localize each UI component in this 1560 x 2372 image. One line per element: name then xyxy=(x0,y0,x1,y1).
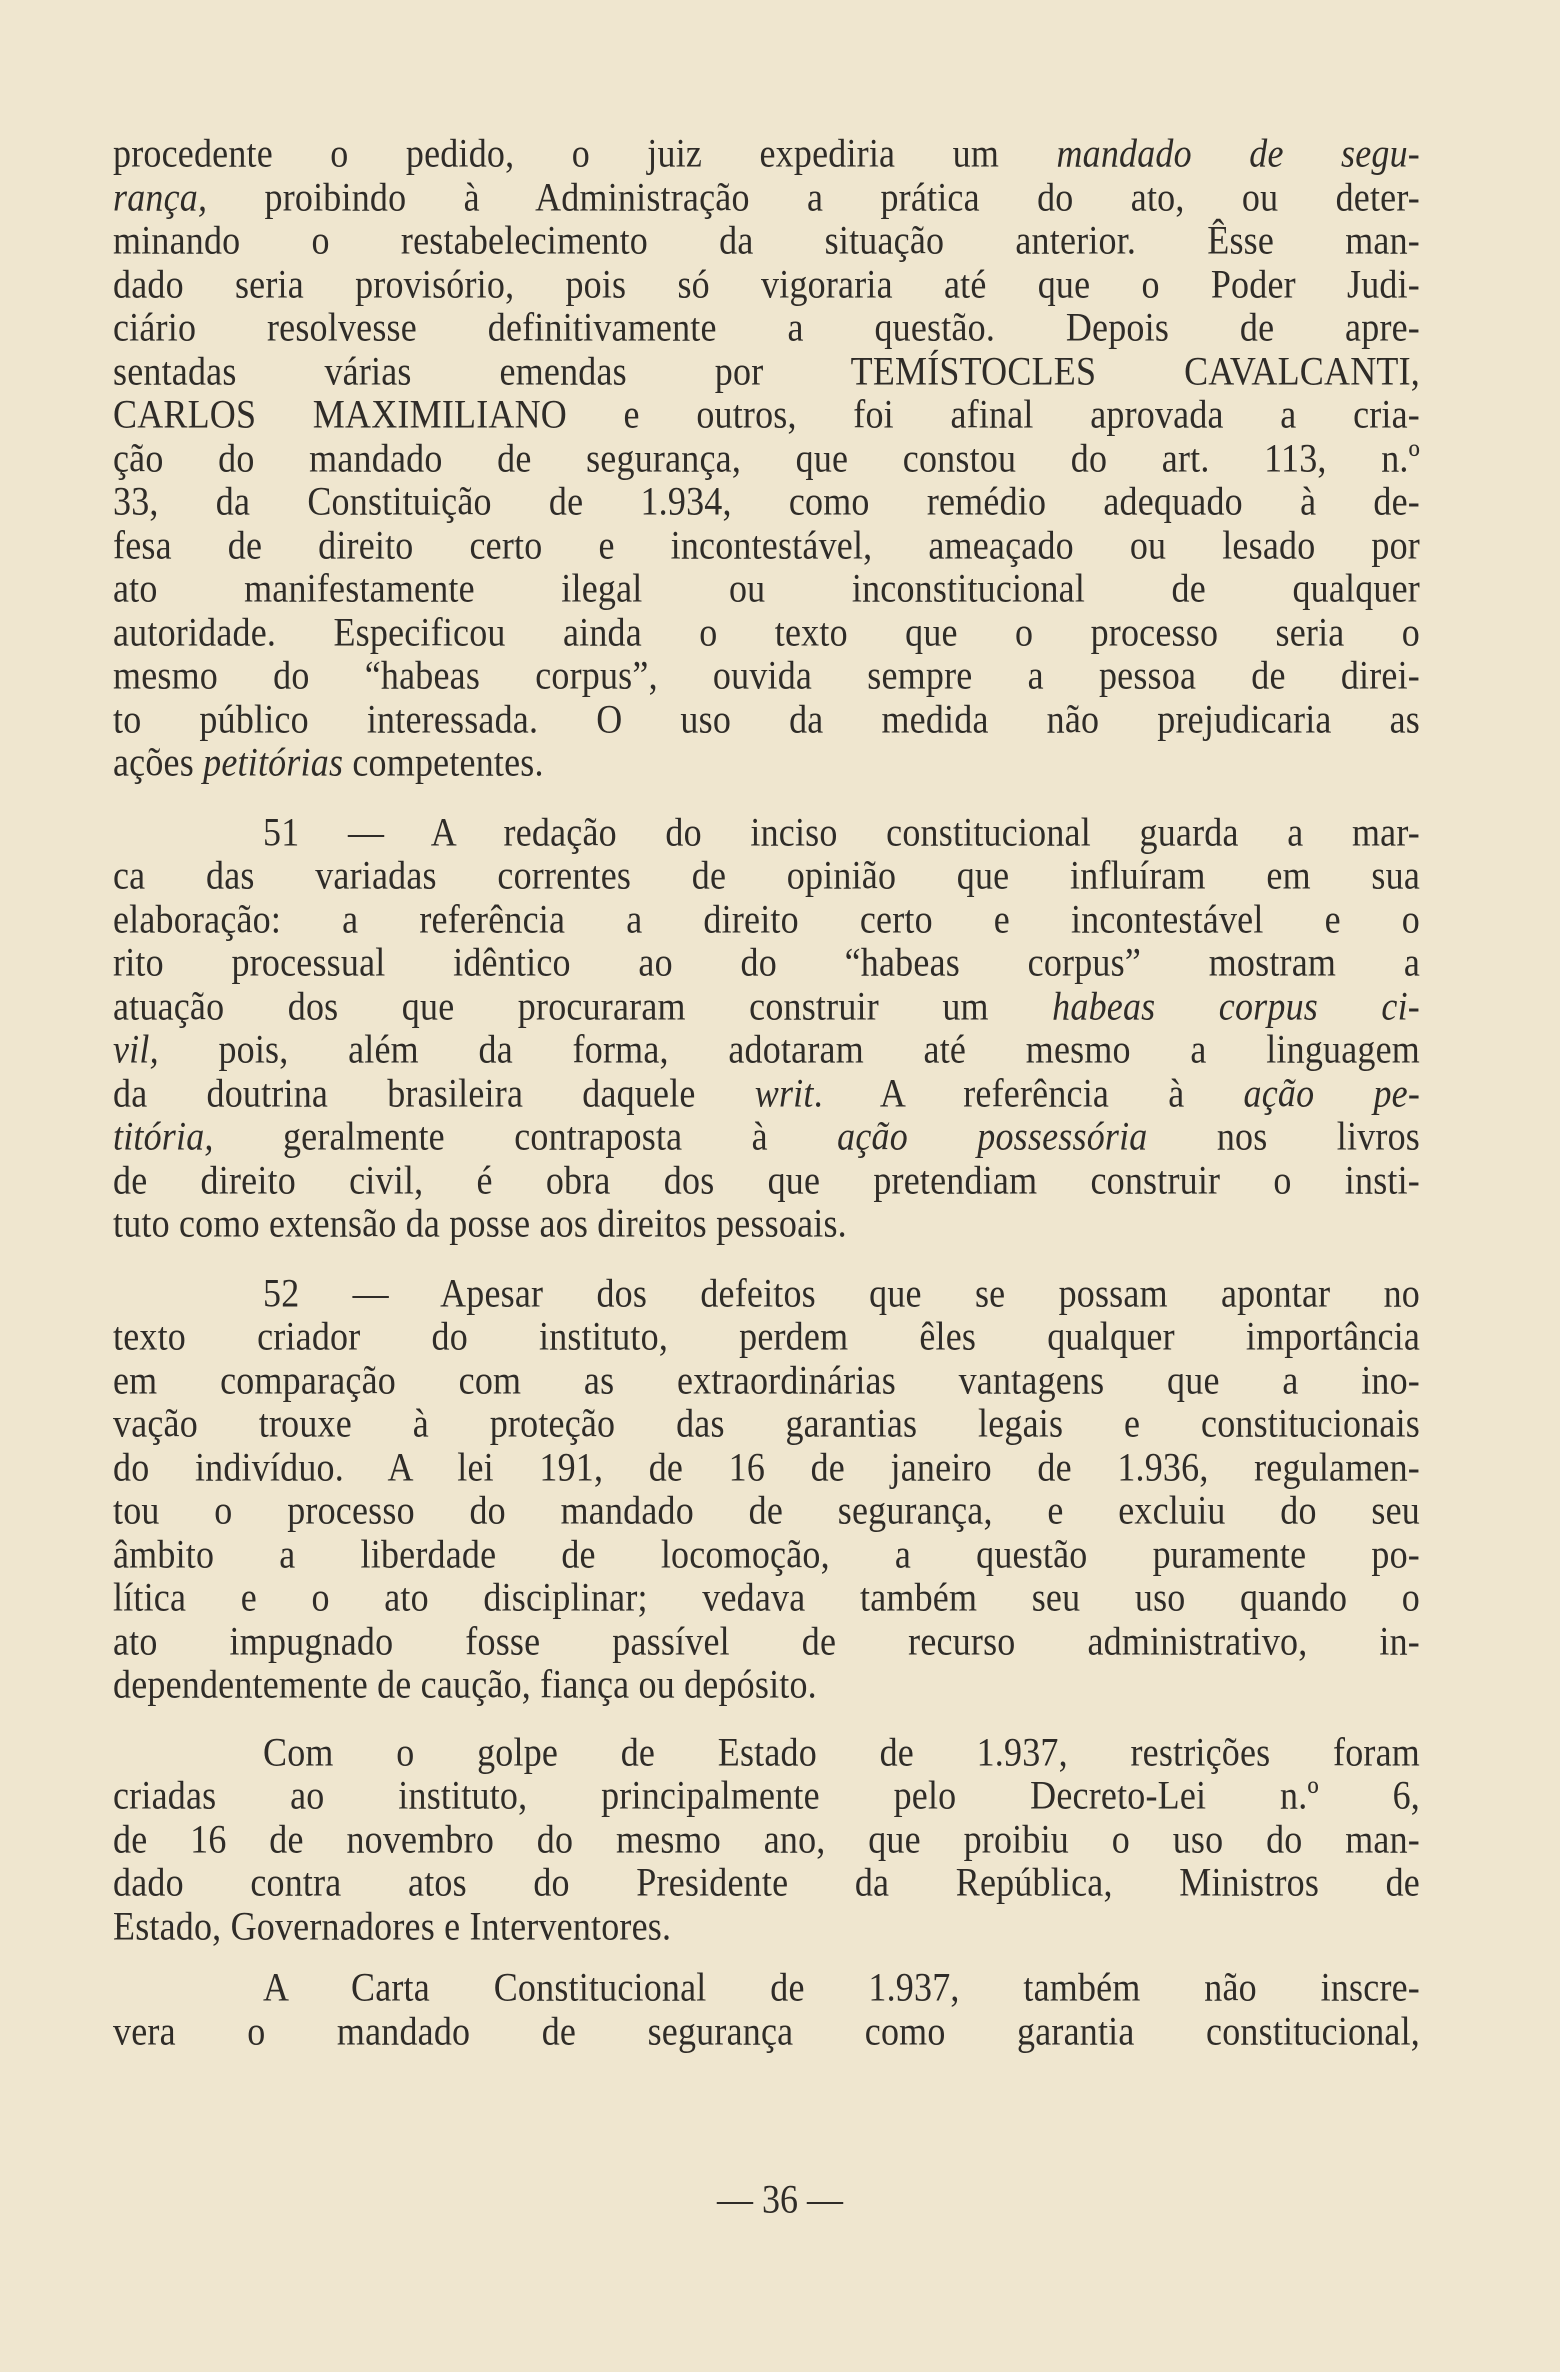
text-run: to público interessada. O uso da medida não prejudicaria as xyxy=(113,696,1420,741)
text-run: elaboração: a referência a direito certo e incontestável e o xyxy=(113,896,1420,941)
text-line xyxy=(113,1356,1420,1405)
text-run: 52 — Apesar dos defeitos que se possam apontar no xyxy=(263,1270,1420,1315)
text-run: 33, da Constituição de 1.934, como remédio adequado à de- xyxy=(113,478,1420,524)
text-line xyxy=(113,390,1420,439)
paragraph-p54 xyxy=(113,1966,1420,2053)
text-line xyxy=(113,1486,1420,1535)
text-run: de direito civil, é obra dos que pretendiam construir o insti- xyxy=(113,1157,1420,1202)
text-line xyxy=(113,1156,1420,1205)
italic-run: writ xyxy=(754,1070,814,1115)
text-line xyxy=(113,434,1420,483)
text-line xyxy=(113,1112,1420,1161)
text-run: de 16 de novembro do mesmo ano, que proibiu o uso do man- xyxy=(113,1816,1420,1861)
italic-run: ação pe- xyxy=(1243,1070,1421,1115)
text-line xyxy=(113,1858,1420,1907)
text-run: pois, além da forma, adotaram até mesmo a linguagem xyxy=(158,1026,1420,1072)
text-run: rito processual idêntico ao do “habeas corpus” mostram a xyxy=(113,939,1420,985)
text-line xyxy=(113,1025,1420,1074)
text-line xyxy=(113,1660,1420,1709)
text-line xyxy=(113,1269,1420,1318)
paragraph-p0 xyxy=(113,132,1420,785)
text-run: ações xyxy=(113,739,204,785)
text-run: Estado, Governadores e Interventores. xyxy=(113,1903,672,1948)
text-line xyxy=(113,1771,1420,1820)
text-run: ciário resolvesse definitivamente a questão. Depois de apre- xyxy=(113,304,1420,350)
text-line xyxy=(113,695,1420,744)
text-run: ca das variadas correntes de opinião que influíram em sua xyxy=(113,852,1420,898)
text-line xyxy=(113,1902,1420,1951)
text-run: sentadas várias emendas por TEMÍSTOCLES CAVALCANTI, xyxy=(113,348,1420,393)
text-line xyxy=(113,1399,1420,1448)
text-run: proibindo à Administração a prática do ato, ou deter- xyxy=(207,174,1420,219)
text-run: competentes. xyxy=(343,739,544,785)
text-line xyxy=(113,1728,1420,1777)
text-line xyxy=(113,216,1420,265)
text-run: Com o golpe de Estado de 1.937, restrições foram xyxy=(263,1729,1420,1774)
italic-run: rança, xyxy=(113,174,208,219)
text-run: nos livros xyxy=(1147,1113,1420,1159)
italic-run: ação possessória xyxy=(837,1113,1148,1159)
text-line xyxy=(113,738,1420,787)
text-line xyxy=(113,895,1420,944)
text-run: texto criador do instituto, perdem êles qualquer importância xyxy=(113,1313,1420,1359)
text-run: vação trouxe à proteção das garantias legais e constitucionais xyxy=(113,1400,1420,1446)
text-run: A Carta Constitucional de 1.937, também não inscre- xyxy=(263,1964,1420,2010)
text-run: tuto como extensão da posse aos direitos pessoais. xyxy=(113,1200,847,1246)
text-run: tou o processo do mandado de segurança, e excluiu do seu xyxy=(113,1487,1420,1533)
text-run: lítica e o ato disciplinar; vedava também seu uso quando o xyxy=(113,1574,1420,1620)
italic-run: habeas corpus ci- xyxy=(1052,983,1420,1028)
text-run: criadas ao instituto, principalmente pelo Decreto-Lei n.º 6, xyxy=(113,1772,1420,1818)
text-line xyxy=(113,1530,1420,1579)
text-line xyxy=(113,347,1420,396)
text-run: do indivíduo. A lei 191, de 16 de janeiro de 1.936, regulamen- xyxy=(113,1444,1420,1489)
text-run: dado seria provisório, pois só vigoraria até que o Poder Judi- xyxy=(113,261,1420,306)
italic-run: mandado de segu- xyxy=(1056,130,1421,176)
text-line xyxy=(113,1312,1420,1361)
text-line xyxy=(113,2007,1420,2056)
text-line xyxy=(113,982,1420,1031)
text-line xyxy=(113,1443,1420,1492)
text-run: geralmente contraposta à xyxy=(213,1113,838,1159)
italic-run: petitórias xyxy=(203,739,344,785)
text-column xyxy=(113,132,1420,2053)
text-run: ato manifestamente ilegal ou inconstitucional de qualquer xyxy=(113,565,1420,611)
italic-run: vil, xyxy=(113,1026,159,1072)
text-run: autoridade. Especificou ainda o texto que o processo seria o xyxy=(113,609,1420,654)
text-line xyxy=(113,851,1420,900)
text-line xyxy=(113,303,1420,352)
text-run: da doutrina brasileira daquele xyxy=(113,1070,755,1115)
paragraph-p52 xyxy=(113,1272,1420,1707)
text-line xyxy=(113,608,1420,657)
text-line xyxy=(113,129,1420,178)
text-run: minando o restabelecimento da situação anterior. Êsse man- xyxy=(113,217,1420,263)
text-run: dado contra atos do Presidente da República, Ministros de xyxy=(113,1859,1420,1905)
text-run: fesa de direito certo e incontestável, ameaçado ou lesado por xyxy=(113,522,1420,567)
text-run: ção do mandado de segurança, que constou do art. 113, n.º xyxy=(113,435,1420,480)
text-line xyxy=(113,651,1420,700)
text-line xyxy=(113,1573,1420,1622)
page-number: — 36 — xyxy=(717,2176,843,2222)
text-run: . A referência à xyxy=(813,1070,1244,1115)
text-line xyxy=(113,477,1420,526)
text-run: atuação dos que procuraram construir um xyxy=(113,983,1053,1028)
text-line xyxy=(113,938,1420,987)
paragraph-p53 xyxy=(113,1731,1420,1949)
text-run: vera o mandado de segurança como garantia constitucional, xyxy=(113,2008,1420,2053)
paragraph-p51 xyxy=(113,811,1420,1246)
text-line xyxy=(113,1617,1420,1666)
text-run: 51 — A redação do inciso constitucional guarda a mar- xyxy=(263,809,1420,854)
text-run: ato impugnado fosse passível de recurso administrativo, in- xyxy=(113,1618,1420,1663)
text-line xyxy=(113,1199,1420,1248)
text-run: mesmo do “habeas corpus”, ouvida sempre a pessoa de direi- xyxy=(113,652,1420,698)
text-line xyxy=(113,1815,1420,1864)
text-line xyxy=(113,808,1420,857)
text-run: em comparação com as extraordinárias vantagens que a ino- xyxy=(113,1357,1420,1402)
text-line xyxy=(113,173,1420,222)
text-line xyxy=(113,1069,1420,1118)
italic-run: titória, xyxy=(113,1113,214,1159)
text-run: âmbito a liberdade de locomoção, a questão puramente po- xyxy=(113,1531,1420,1576)
text-run: procedente o pedido, o juiz expediria um xyxy=(113,130,1057,176)
text-run: dependentemente de caução, fiança ou depósito. xyxy=(113,1661,817,1707)
text-line xyxy=(113,564,1420,613)
text-run: CARLOS MAXIMILIANO e outros, foi afinal aprovada a cria- xyxy=(113,391,1420,437)
text-line xyxy=(113,260,1420,309)
text-line xyxy=(113,1963,1420,2012)
text-line xyxy=(113,521,1420,570)
